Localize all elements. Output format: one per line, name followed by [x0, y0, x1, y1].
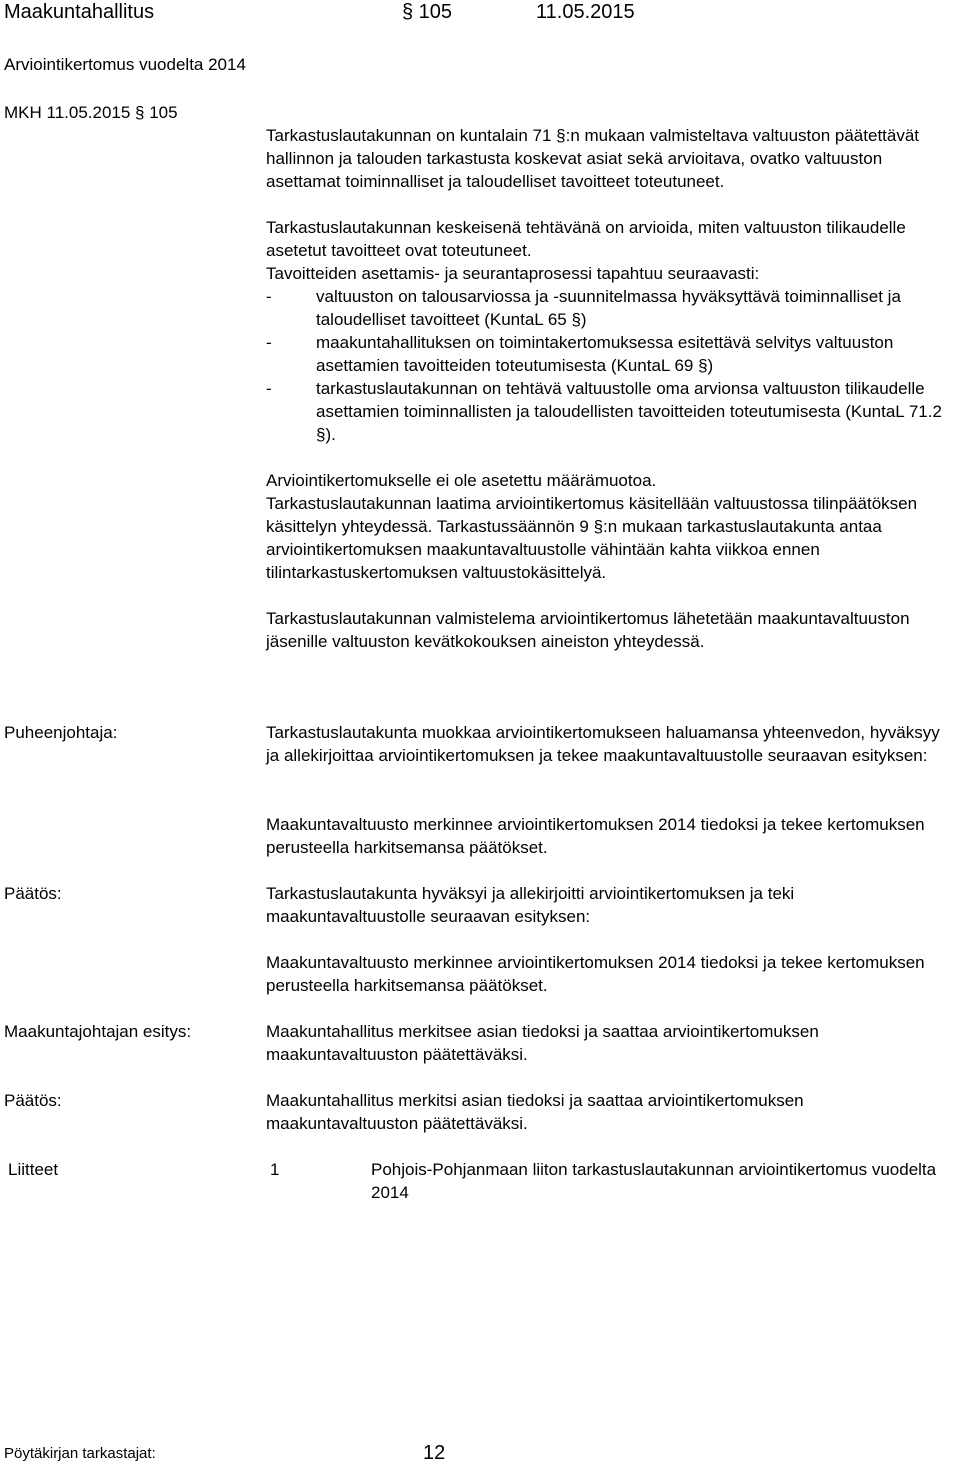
meeting-reference: MKH 11.05.2015 § 105 — [4, 103, 178, 122]
label-chair: Puheenjohtaja: — [4, 723, 118, 742]
intro-paragraph-3: Tavoitteiden asettamis- ja seurantaprosessi tapahtuu seuraavasti: — [266, 264, 760, 283]
subject-title: Arviointikertomus vuodelta 2014 — [4, 55, 246, 74]
header-section-number: § 105 — [402, 1, 453, 23]
list-item — [266, 331, 956, 377]
intro-paragraph-5: Tarkastuslautakunnan laatima arviointikertomus käsitellään valtuustossa tilinpäätöksen käsittelyn yhteydessä. Tarkastussäännön 9 §:n mukaan tarkastuslautakunta antaa arviointikertomuksen maakuntavaltuustolle vähintään kahta viikkoa ennen tilintarkastuskertomuksen valtuustokäsittelyä. — [266, 494, 918, 582]
header-org: Maakuntahallitus — [4, 1, 155, 23]
attachments-label: Liitteet — [8, 1160, 59, 1179]
chair-proposal-text: Tarkastuslautakunta muokkaa arviointikertomukseen haluamansa yhteenvedon, hyväksyy ja allekirjoittaa arviointikertomuksen ja tekee maakuntavaltuustolle seuraavan esityksen: — [266, 723, 940, 765]
attachment-title: Pohjois-Pohjanmaan liiton tarkastuslautakunnan arviointikertomus vuodelta 2014 — [371, 1160, 937, 1202]
chair-proposal — [266, 721, 956, 767]
footer-label: Pöytäkirjan tarkastajat: — [4, 1445, 156, 1462]
decision-2 — [266, 1089, 956, 1135]
decision-1 — [266, 882, 956, 928]
list-dash: - — [266, 287, 272, 306]
intro-paragraph-1: Tarkastuslautakunnan on kuntalain 71 §:n mukaan valmisteltava valtuuston päätettävät hallinnon ja talouden tarkastusta koskevat asiat sekä arvioitava, ovatko valtuuston asettamat toiminnalliset ja taloudelliset tavoitteet toteutuneet. — [266, 126, 920, 191]
list-item — [266, 377, 956, 446]
director-proposal-text: Maakuntahallitus merkitsee asian tiedoksi ja saattaa arviointikertomuksen maakuntavaltuuston päätettäväksi. — [266, 1022, 819, 1064]
chair-proposal-quote-text: Maakuntavaltuusto merkinnee arviointikertomuksen 2014 tiedoksi ja tekee kertomuksen perusteella harkitsemansa päätökset. — [266, 815, 925, 857]
list-dash: - — [266, 379, 272, 398]
list-item — [266, 285, 956, 331]
intro-paragraph-2: Tarkastuslautakunnan keskeisenä tehtävänä on arvioida, miten valtuuston tilikaudelle asetetut tavoitteet ovat toteutuneet. — [266, 218, 906, 260]
decision-1-quote — [266, 951, 956, 997]
header-date: 11.05.2015 — [536, 1, 635, 23]
label-decision-2: Päätös: — [4, 1091, 62, 1110]
label-director-proposal: Maakuntajohtajan esitys: — [4, 1022, 192, 1041]
list-item-text: maakuntahallituksen on toimintakertomuksessa esitettävä selvitys valtuuston asettamien tavoitteiden toteutumisesta (KuntaL 69 §) — [316, 333, 894, 375]
decision-1-text: Tarkastuslautakunta hyväksyi ja allekirjoitti arviointikertomuksen ja teki maakuntavaltuustolle seuraavan esityksen: — [266, 884, 795, 926]
list-item-text: valtuuston on talousarviossa ja -suunnitelmassa hyväksyttävä toiminnalliset ja taloudelliset tavoitteet (KuntaL 65 §) — [316, 287, 901, 329]
list-dash: - — [266, 333, 272, 352]
decision-1-quote-text: Maakuntavaltuusto merkinnee arviointikertomuksen 2014 tiedoksi ja tekee kertomuksen perusteella harkitsemansa päätökset. — [266, 953, 925, 995]
intro-paragraph-4: Arviointikertomukselle ei ole asetettu määrämuotoa. — [266, 471, 657, 490]
intro-paragraph-6: Tarkastuslautakunnan valmistelema arviointikertomus lähetetään maakuntavaltuuston jäsenille valtuuston kevätkokouksen aineiston yhteydessä. — [266, 609, 910, 651]
director-proposal — [266, 1020, 956, 1066]
intro-block — [266, 124, 956, 653]
label-decision-1: Päätös: — [4, 884, 62, 903]
attachment-item[interactable] — [371, 1158, 957, 1204]
decision-2-text: Maakuntahallitus merkitsi asian tiedoksi ja saattaa arviointikertomuksen maakuntavaltuuston päätettäväksi. — [266, 1091, 804, 1133]
list-item-text: tarkastuslautakunnan on tehtävä valtuustolle oma arvionsa valtuuston tilikaudelle asettamien toiminnallisten ja taloudellisten tavoitteiden toteutumisesta (KuntaL 71.2 §). — [316, 379, 942, 444]
page-number: 12 — [423, 1442, 446, 1464]
attachment-number: 1 — [270, 1160, 280, 1179]
chair-proposal-quote — [266, 813, 956, 859]
